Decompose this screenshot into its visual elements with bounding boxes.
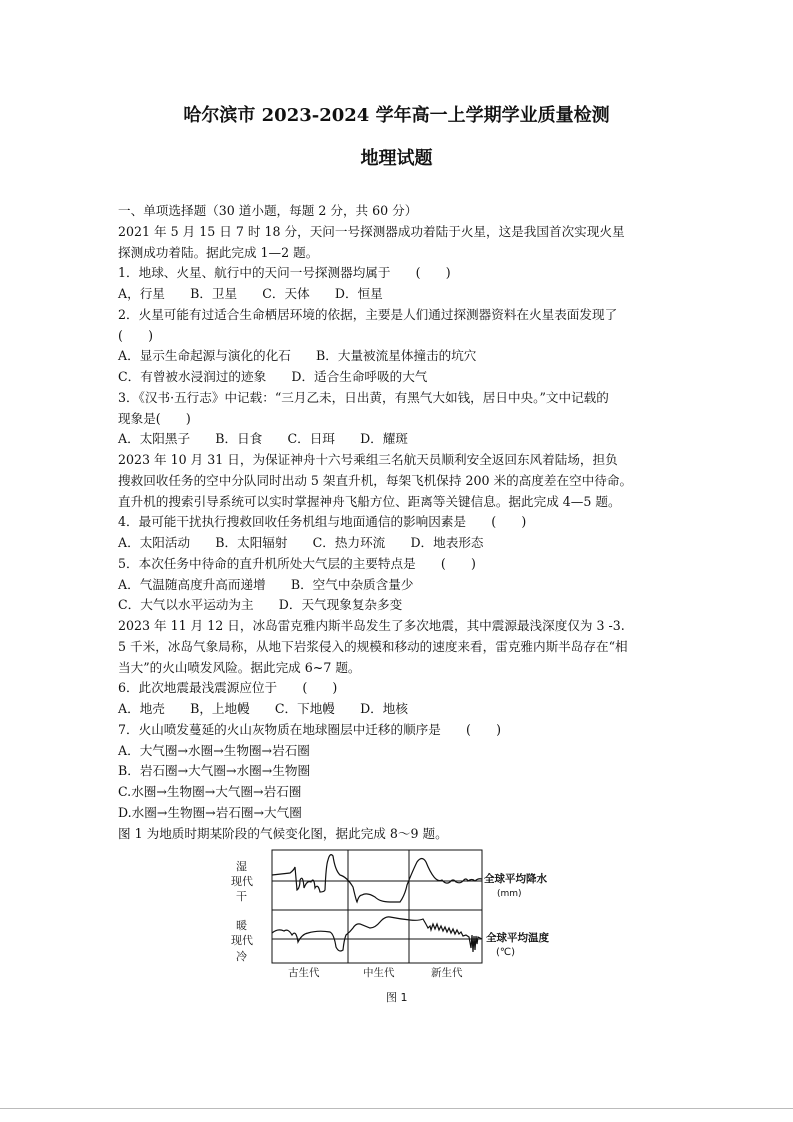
temp-unit: (℃): [496, 947, 516, 958]
precip-unit: (mm): [497, 889, 522, 899]
text-line: 2021 年 5 月 15 日 7 时 18 分，天问一号探测器成功着陆于火星，这是我国首次实现火星: [118, 223, 625, 239]
label-warm: 暖: [236, 919, 247, 932]
text-line: 5．本次任务中待命的直升机所处大气层的主要特点是 ( ): [118, 555, 476, 571]
text-line: A．气温随高度升高而递增 B．空气中杂质含量少: [118, 576, 414, 592]
text-line: 直升机的搜索引导系统可以实时掌握神舟飞船方位、距离等关键信息。据此完成 4—5 题。: [118, 493, 621, 509]
text-line: 2023 年 10 月 31 日，为保证神舟十六号乘组三名航天员顺利安全返回东风着陆场，担负: [118, 452, 618, 467]
text-line: 7．火山喷发蔓延的火山灰物质在地球圈层中迁移的顺序是 ( ): [118, 721, 502, 737]
temp-label: 全球平均温度: [486, 932, 549, 944]
figure-caption: 图 1: [386, 991, 408, 1004]
text-line: A．太阳黑子 B．日食 C．日珥 D．耀斑: [118, 431, 408, 447]
era-mesozoic: 中生代: [363, 967, 395, 979]
text-line: 3．《汉书·五行志》中记载：“三月乙未，日出黄，有黑气大如钱，居日中央。”文中记载的: [118, 389, 609, 405]
text-line: 2．火星可能有过适合生命栖居环境的依据，主要是人们通过探测器资料在火星表面发现了: [118, 306, 618, 322]
climate-change-figure: [220, 840, 560, 1010]
text-line: 现象是( ): [118, 410, 191, 426]
precip-curve: [272, 855, 482, 902]
document-subtitle: 地理试题: [360, 148, 433, 169]
text-line: 4．最可能干扰执行搜救回收任务机组与地面通信的影响因素是 ( ): [118, 514, 527, 530]
text-line: C.水圈→生物圈→大气圈→岩石圈: [118, 784, 302, 799]
text-line: 一、单项选择题（30 道小题，每题 2 分，共 60 分）: [118, 203, 418, 218]
text-line: 图 1 为地质时期某阶段的气候变化图，据此完成 8～9 题。: [118, 825, 448, 841]
text-line: B．岩石圈→大气圈→水圈→生物圈: [118, 763, 311, 779]
text-line: C．有曾被水浸润过的迹象 D．适合生命呼吸的大气: [118, 369, 428, 384]
label-modern: 现代: [231, 934, 253, 947]
text-line: 搜救回收任务的空中分队同时出动 5 架直升机，每架飞机保持 200 米的高度差在空中待命。: [118, 472, 633, 488]
question-body: [118, 201, 688, 844]
page-bottom-edge: [0, 1108, 793, 1109]
era-paleozoic: 古生代: [288, 967, 320, 979]
text-line: 探测成功着陆。据此完成 1—2 题。: [118, 244, 319, 260]
text-line: A．太阳活动 B．太阳辐射 C．热力环流 D．地表形态: [118, 535, 484, 550]
text-line: 2023 年 11 月 12 日，冰岛雷克雅内斯半岛发生了多次地震，其中震源最浅深度仅为 3 -3.: [118, 618, 625, 633]
document-title: 哈尔滨市 2023-2024 学年高一上学期学业质量检测: [183, 105, 610, 126]
label-dry: 干: [236, 890, 247, 903]
era-cenozoic: 新生代: [431, 967, 463, 979]
text-line: A，行星 B．卫星 C．天体 D．恒星: [118, 286, 383, 301]
text-line: C．大气以水平运动为主 D．天气现象复杂多变: [118, 597, 403, 613]
precip-label: 全球平均降水: [484, 873, 547, 885]
figure-frame: [272, 850, 482, 963]
temp-curve: [272, 917, 482, 952]
text-line: 当大”的火山喷发风险。据此完成 6~7 题。: [118, 659, 361, 675]
text-line: 1．地球、火星、航行中的天问一号探测器均属于 ( ): [118, 265, 451, 281]
text-line: A．地壳 B，上地幔 C．下地幔 D．地核: [118, 701, 408, 716]
text-line: D.水圈→生物圈→岩石圈→大气圈: [118, 804, 302, 820]
text-line: 5 千米，冰岛气象局称，从地下岩浆侵入的规模和移动的速度来看，雷克雅内斯半岛存在“相: [118, 638, 628, 654]
text-line: A．大气圈→水圈→生物圈→岩石圈: [118, 742, 310, 758]
label-cold: 冷: [236, 950, 247, 963]
text-line: A．显示生命起源与演化的化石 B．大量被流星体撞击的坑穴: [118, 348, 477, 364]
label-wet: 湿: [236, 860, 247, 873]
label-modern: 现代: [231, 875, 253, 888]
text-line: ( ): [118, 327, 154, 343]
text-line: 6．此次地震最浅震源应位于 ( ): [118, 680, 338, 696]
